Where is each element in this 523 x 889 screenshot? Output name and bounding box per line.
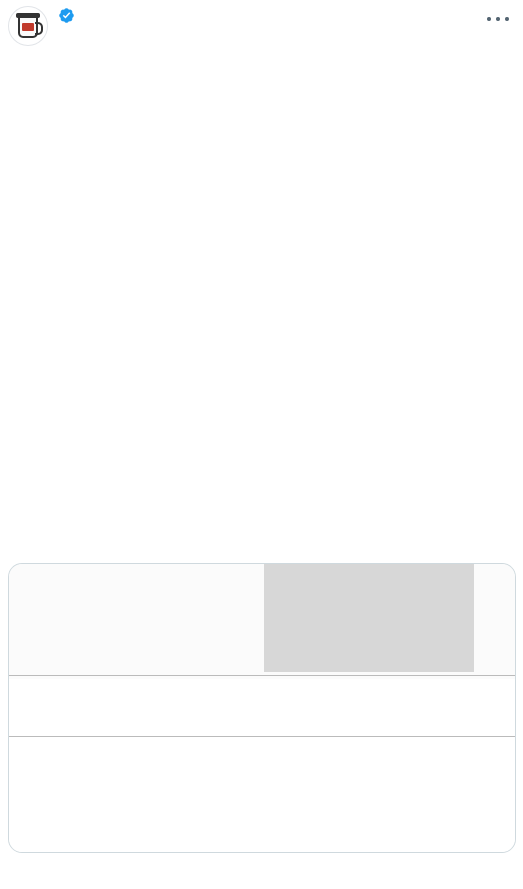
- author-name-line: [54, 7, 75, 24]
- document-top-section: [9, 564, 515, 679]
- avatar[interactable]: [8, 6, 48, 46]
- dot: [487, 17, 491, 21]
- tweet-text: [8, 55, 518, 76]
- dot: [505, 17, 509, 21]
- divider: [9, 736, 515, 737]
- tweet-header: [8, 6, 515, 46]
- more-options-icon[interactable]: [487, 10, 509, 28]
- document-bottom-section: [9, 681, 515, 853]
- document-gray-column: [264, 564, 474, 672]
- tweet-media-image[interactable]: [8, 563, 516, 853]
- avatar-cup-logo: [22, 23, 34, 31]
- dot: [496, 17, 500, 21]
- verified-badge-icon: [58, 7, 75, 24]
- divider: [9, 675, 515, 676]
